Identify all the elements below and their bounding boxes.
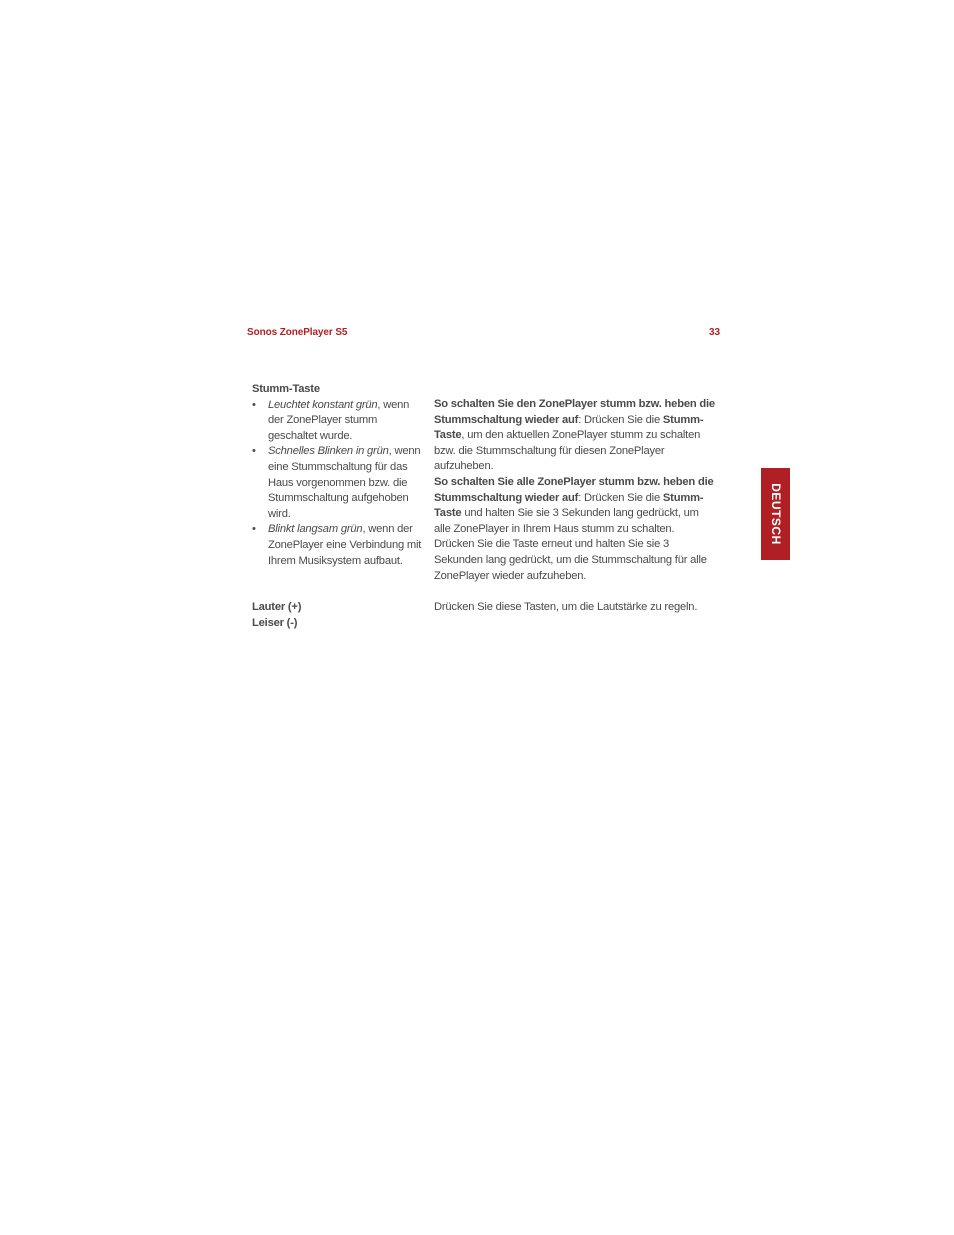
mute-button-description bbox=[252, 382, 427, 569]
bullet-icon: • bbox=[252, 398, 256, 411]
page-number: 33 bbox=[709, 327, 721, 338]
instruction-heading: So schalten Sie den ZonePlayer stumm bzw. heben die Stummschaltung wieder auf bbox=[434, 398, 715, 426]
led-state-text: , wenn der ZonePlayer stumm geschaltet wurde. bbox=[268, 398, 410, 442]
language-tab-label: DEUTSCH bbox=[768, 483, 783, 545]
bullet-icon: • bbox=[252, 445, 256, 458]
instruction-text: : Drücken Sie die bbox=[578, 413, 663, 426]
volume-up-label: Lauter (+) bbox=[252, 601, 302, 613]
volume-buttons-labels bbox=[252, 600, 301, 631]
led-state-text: , wenn eine Stummschaltung für das Haus vorgenommen bzw. die Stummschaltung aufgehoben wird. bbox=[268, 445, 421, 520]
button-name: Stumm-Taste bbox=[434, 491, 704, 520]
led-state-label: Schnelles Blinken in grün bbox=[268, 445, 389, 458]
bullet-icon: • bbox=[252, 523, 256, 536]
instruction-text: , um den aktuellen ZonePlayer stumm zu schalten bzw. die Stummschaltung für diesen ZonePlayer aufzuheben. bbox=[434, 429, 701, 473]
instruction-paragraph bbox=[434, 475, 716, 584]
running-header-title: Sonos ZonePlayer S5 bbox=[247, 327, 348, 338]
list-item bbox=[252, 398, 427, 445]
mute-heading: Stumm-Taste bbox=[252, 383, 320, 395]
volume-description: Drücken Sie diese Tasten, um die Lautstärke zu regeln. bbox=[434, 601, 698, 613]
instruction-text: : Drücken Sie die bbox=[578, 491, 663, 504]
mute-instructions bbox=[434, 397, 716, 584]
instruction-heading: So schalten Sie alle ZonePlayer stumm bzw. heben die Stummschaltung wieder auf bbox=[434, 475, 714, 504]
language-tab bbox=[761, 468, 790, 560]
volume-down-label: Leiser (-) bbox=[252, 616, 298, 629]
instruction-paragraph bbox=[434, 397, 716, 475]
instruction-text: und halten Sie sie 3 Sekunden lang gedrückt, um alle ZonePlayer in Ihrem Haus stumm zu schalten. Drücken Sie die Taste erneut und halten Sie sie 3 Sekunden lang gedrückt, um die Stummschaltung für alle ZonePlayer wieder aufzuheben. bbox=[434, 507, 707, 582]
button-name: Stumm-Taste bbox=[434, 413, 704, 442]
led-state-text: , wenn der ZonePlayer eine Verbindung mit Ihrem Musiksystem aufbaut. bbox=[268, 523, 422, 567]
list-item bbox=[252, 522, 427, 569]
list-item bbox=[252, 444, 427, 522]
led-state-label: Blinkt langsam grün bbox=[268, 523, 363, 536]
led-state-label: Leuchtet konstant grün bbox=[268, 398, 378, 411]
